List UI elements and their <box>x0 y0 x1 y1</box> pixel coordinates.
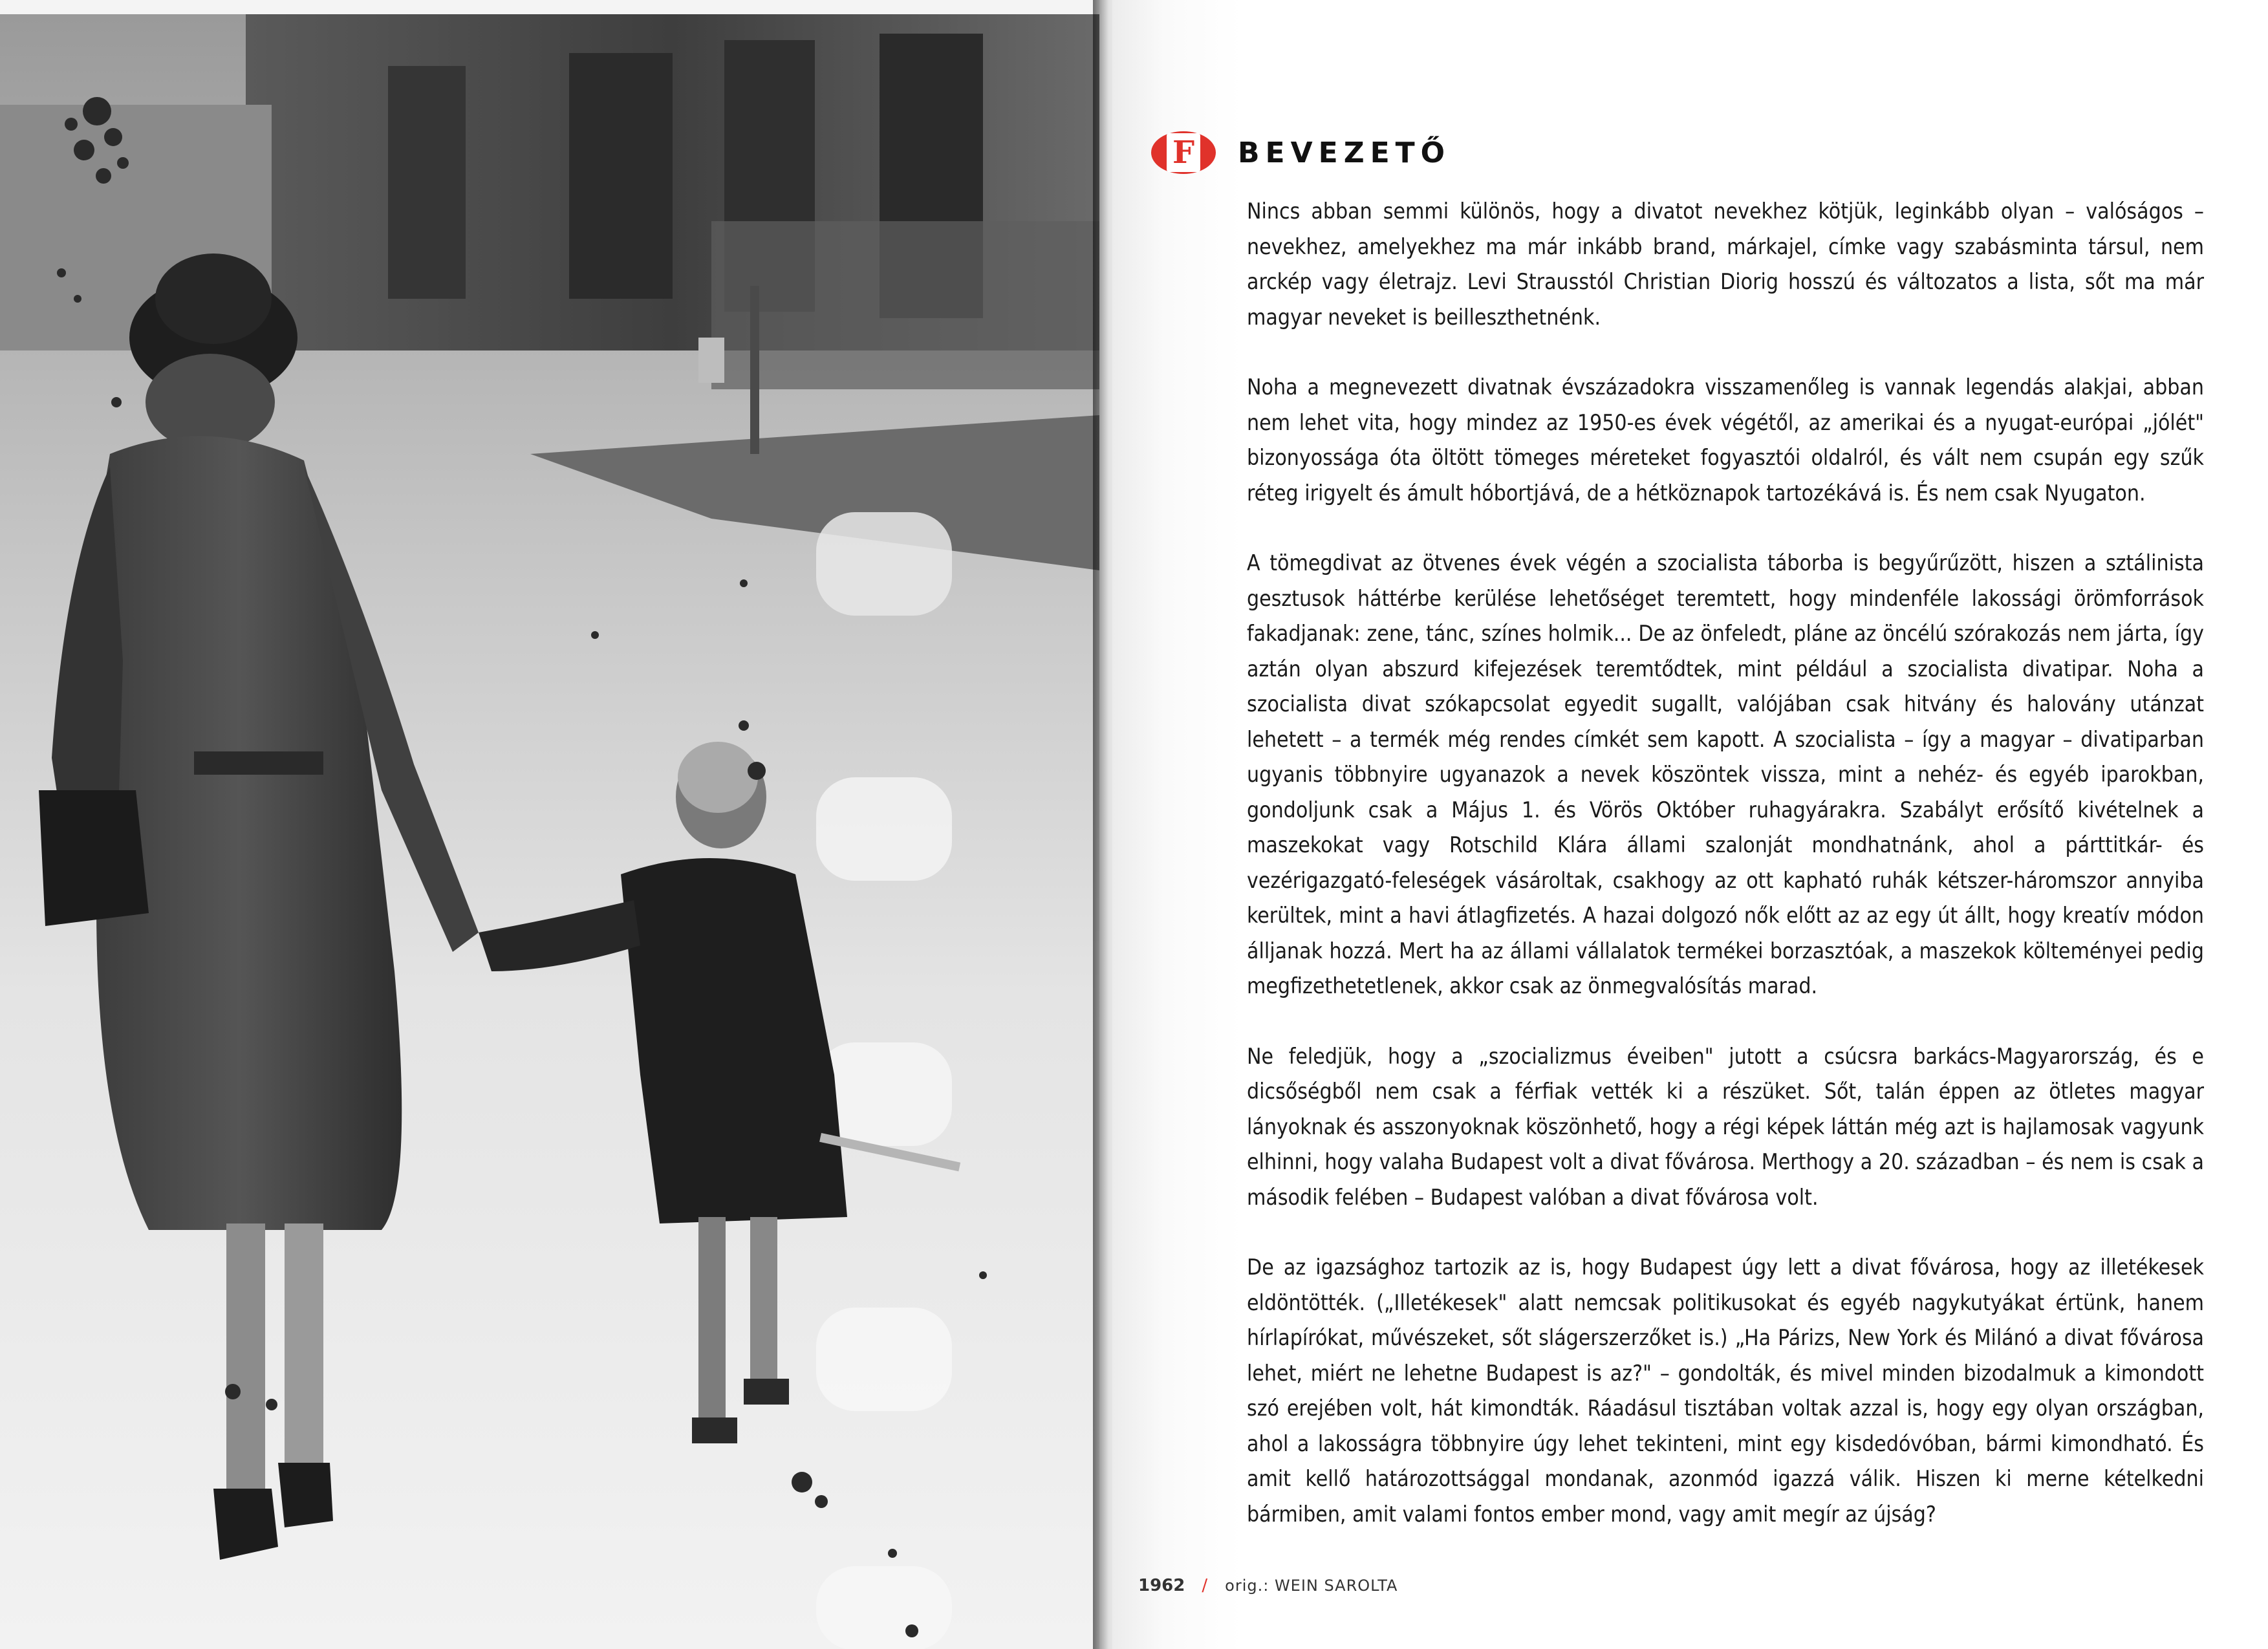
mother-and-child-photo <box>0 14 1099 1649</box>
caption-credit: orig.: WEIN SAROLTA <box>1225 1577 1398 1595</box>
paragraph: De az igazsághoz tartozik az is, hogy Budapest úgy lett a divat fővárosa, hogy az illetékesek eldöntötték. („Illetékesek" alatt nemcsak politikusokat és egyéb nagykutyákat értünk, hanem hírlapírókat, művészeket, sőt slágerszerzőket is.) „Ha Párizs, New York és Milánó a divat fővárosa lehet, miért ne lehetne Budapest is az?" – gondolták, és mivel minden bizodalmuk a kimondott szó erejében volt, hát kimondták. Ráadásul tisztában voltak azzal is, hogy egy olyan országban, ahol a lakosságra többnyire úgy lehet tekinteni, mint egy kisdedóvóban, bármi kimondható. És amit kellő határozottsággal mondanak, azonmód igazzá válik. Hiszen ki merne kételkedni bármiben, amit valami fontos ember mond, vagy amit megír az újság? <box>1247 1255 2204 1527</box>
logo-letter: F <box>1167 133 1200 172</box>
paragraph: Noha a megnevezett divatnak évszázadokra visszamenőleg is vannak legendás alakjai, abban nem lehet vita, hogy mindez az 1950-es évek végétől, az amerikai és a nyugat-európai „jólét" bizonyossága óta öltött tömeges méreteket fogyasztói oldalról, és vált nem csupán egy szűk réteg irigyelt és ámult hóbortjává, de a hétköznapok tartozékává is. És nem csak Nyugaton. <box>1247 374 2204 506</box>
paragraph: A tömegdivat az ötvenes évek végén a szocialista táborba is begyűrűzött, hiszen a sztálinista gesztusok háttérbe kerülése lehetőséget teremtett, hogy mindenféle lakossági örömforrások fakadjanak: zene, tánc, színes holmik... De az önfeledt, pláne az öncélú szórakozás nem járta, így aztán olyan abszurd kifejezések teremtődtek, mint például a szocialista divatipar. Noha a szocialista divat szókapcsolat egyedit sugallt, valójában csak hitvány és halovány utánzat lehetett – a termék még rendes címkét sem kapott. A szocialista – így a magyar – divatiparban ugyanis többnyire ugyanazok a nevek köszöntek vissza, mint a nehéz- és egyéb iparokban, gondoljunk csak a Május 1. és Vörös Október ruhagyárakra. Szabályt erősítő kivételnek a maszekokat vagy Rotschild Klára állami szalonját mondhatnánk, ahol a párttitkár- és vezérigazgató-feleségek vásároltak, csakhogy az ott kapható ruhák kétszer-háromszor annyiba kerültek, mint a havi átlagfizetés. A hazai dolgozó nők előtt az az egy út állt, hogy kreatív módon álljanak hozzá. Mert ha az állami vállalatok termékei borzasztóak, a maszekok költeményei pedig megfizethetetlenek, akkor csak az önmegvalósítás marad. <box>1247 550 2204 998</box>
caption-separator: / <box>1202 1576 1209 1595</box>
paragraph: Nincs abban semmi különös, hogy a divatot nevekhez kötjük, leginkább olyan – valóságos – nevekhez, amelyekhez ma már inkább brand, márkajel, címke vagy szabásminta társul, nem arckép vagy életrajz. Levi Strausstól Christian Diorig hosszú és változatos a lista, sőt ma már magyar neveket is beilleszthetnénk. <box>1247 199 2204 330</box>
body-text <box>1247 194 2204 1567</box>
photo-caption <box>1138 1573 1398 1599</box>
paragraph: Ne feledjük, hogy a „szocializmus éveiben" jutott a csúcsra barkács-Magyarország, és e dicsőségből nem csak a férfiak vették ki a részüket. Sőt, talán éppen az ötletes magyar lányoknak és asszonyoknak köszönhető, hogy a régi képek láttán még azt is hajlamosak vagyunk elhinni, hogy valaha Budapest volt a divat fővárosa. Merthogy a 20. században – és nem is csak a második felében – Budapest valóban a divat fővárosa volt. <box>1247 1043 2204 1210</box>
left-page <box>0 0 1099 1649</box>
section-title: BEVEZETŐ <box>1238 136 1451 169</box>
caption-year: 1962 <box>1138 1576 1185 1595</box>
publisher-logo <box>1151 131 1216 174</box>
section-header <box>1151 127 1451 178</box>
